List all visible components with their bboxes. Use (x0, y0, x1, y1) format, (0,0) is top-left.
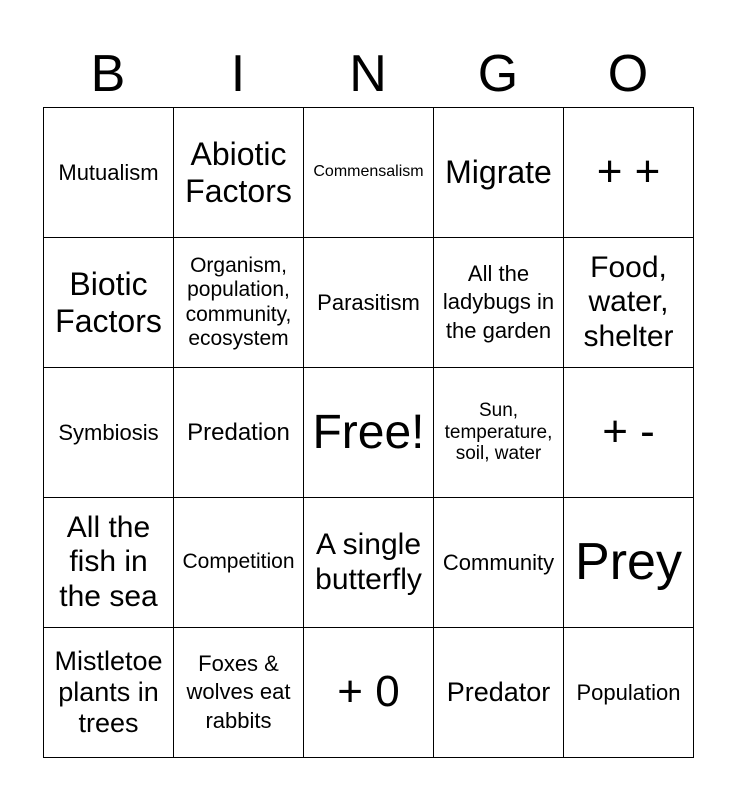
bingo-board (43, 107, 694, 758)
cell-text: Abiotic Factors (185, 135, 292, 209)
bingo-cell[interactable] (174, 108, 304, 238)
cell-text: Predation (187, 418, 290, 446)
bingo-cell[interactable] (304, 498, 434, 628)
cell-text: Mistletoe plants in trees (54, 645, 163, 739)
cell-text: Biotic Factors (55, 265, 162, 339)
header-letter-i: I (230, 45, 246, 103)
header-letter-n: N (349, 45, 387, 103)
cell-text: Food, water, shelter (583, 250, 674, 353)
cell-text: Mutualism (58, 159, 159, 185)
bingo-cell[interactable] (44, 108, 174, 238)
bingo-cell[interactable] (434, 628, 564, 758)
header-letter-g: G (477, 45, 519, 103)
bingo-cell[interactable] (174, 498, 304, 628)
bingo-cell[interactable] (44, 498, 174, 628)
bingo-cell[interactable] (304, 108, 434, 238)
bingo-cell[interactable] (434, 368, 564, 498)
header-letter-b: B (90, 45, 126, 103)
bingo-cell[interactable] (434, 238, 564, 368)
bingo-cell[interactable] (304, 628, 434, 758)
bingo-cell[interactable] (174, 368, 304, 498)
bingo-cell[interactable] (44, 628, 174, 758)
cell-text: A single butterfly (315, 528, 422, 596)
bingo-cell[interactable] (44, 238, 174, 368)
cell-text: Prey (575, 532, 682, 591)
cell-text: Population (576, 679, 681, 705)
cell-text: Community (442, 549, 555, 575)
bingo-cell[interactable] (44, 368, 174, 498)
bingo-cell[interactable] (304, 238, 434, 368)
bingo-cell[interactable] (564, 238, 694, 368)
cell-text: Competition (182, 550, 295, 574)
free-space[interactable] (304, 368, 434, 498)
bingo-cell[interactable] (174, 628, 304, 758)
cell-text: + + (596, 147, 661, 197)
cell-text: Predator (446, 676, 551, 707)
bingo-cell[interactable] (434, 498, 564, 628)
cell-text: Sun, temperature, soil, water (444, 399, 553, 465)
bingo-cell[interactable] (434, 108, 564, 238)
bingo-cell[interactable] (564, 108, 694, 238)
cell-text: Organism, population, community, ecosystem (185, 254, 292, 350)
cell-text: Commensalism (313, 163, 424, 181)
cell-text: Parasitism (317, 289, 420, 315)
header-letter-o: O (607, 45, 649, 103)
bingo-cell[interactable] (564, 628, 694, 758)
bingo-cell[interactable] (564, 368, 694, 498)
cell-text: + - (602, 407, 655, 457)
cell-text: Foxes & wolves eat rabbits (186, 650, 291, 733)
bingo-header (43, 40, 693, 108)
cell-text: Migrate (445, 154, 552, 191)
cell-text: Free! (312, 405, 425, 459)
bingo-cell[interactable] (174, 238, 304, 368)
cell-text: All the ladybugs in the garden (442, 260, 555, 343)
bingo-cell[interactable] (564, 498, 694, 628)
cell-text: + 0 (337, 667, 400, 717)
cell-text: All the fish in the sea (59, 510, 158, 613)
cell-text: Symbiosis (58, 419, 159, 445)
